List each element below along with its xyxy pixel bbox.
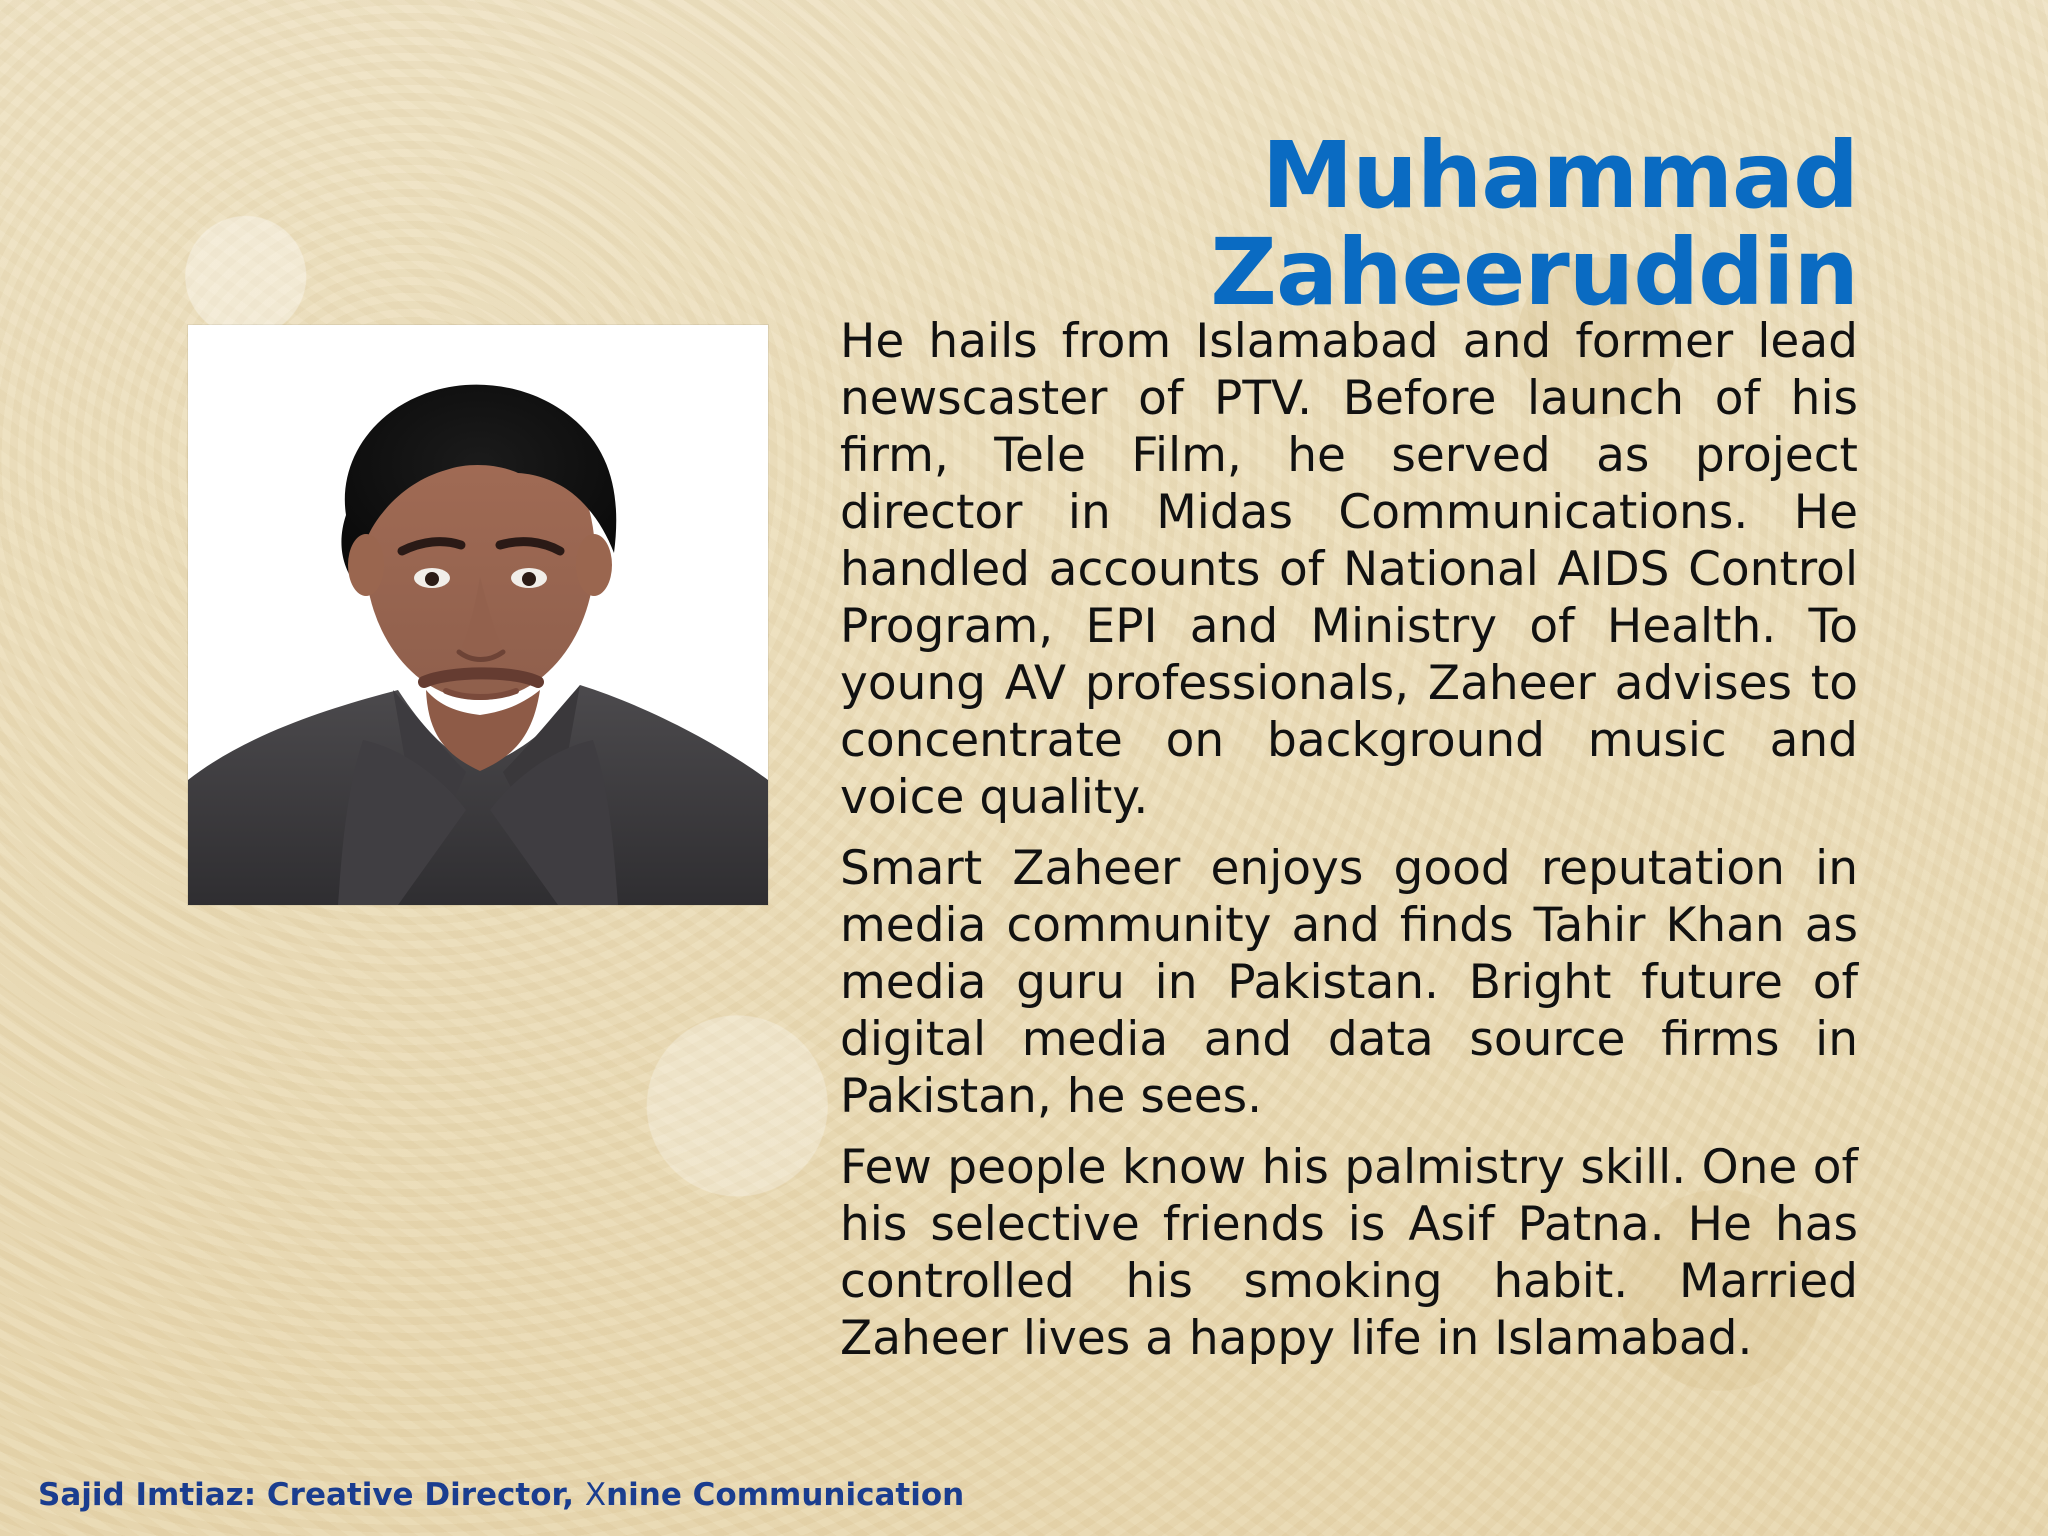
footer-prefix: Sajid Imtiaz: Creative Director,	[38, 1477, 585, 1513]
bio-paragraph-1: He hails from Islamabad and former lead newscaster of PTV. Before launch of his firm, Tele Film, he served as project director in Midas Communications. He handled accounts of National AIDS Control Program, EPI and Ministry of Health. To young AV professionals, Zaheer advises to concentrate on background music and voice quality.	[840, 314, 1858, 825]
profile-photo	[188, 325, 768, 905]
bio-paragraph-3: Few people know his palmistry skill. One of his selective friends is Asif Patna. He has controlled his smoking habit. Married Zaheer lives a happy life in Islamabad.	[840, 1140, 1858, 1366]
bio-paragraph-2: Smart Zaheer enjoys good reputation in media community and finds Tahir Khan as media guru in Pakistan. Bright future of digital media and data source firms in Pakistan, he sees.	[840, 841, 1858, 1124]
page-title: Muhammad Zaheeruddin	[1210, 122, 1858, 326]
footer-brand-x: X	[584, 1477, 607, 1513]
portrait-image	[188, 325, 768, 905]
footer-brand-suffix: nine Communication	[606, 1477, 965, 1513]
bio-content	[840, 313, 1858, 1381]
footer-credit	[38, 1478, 964, 1512]
